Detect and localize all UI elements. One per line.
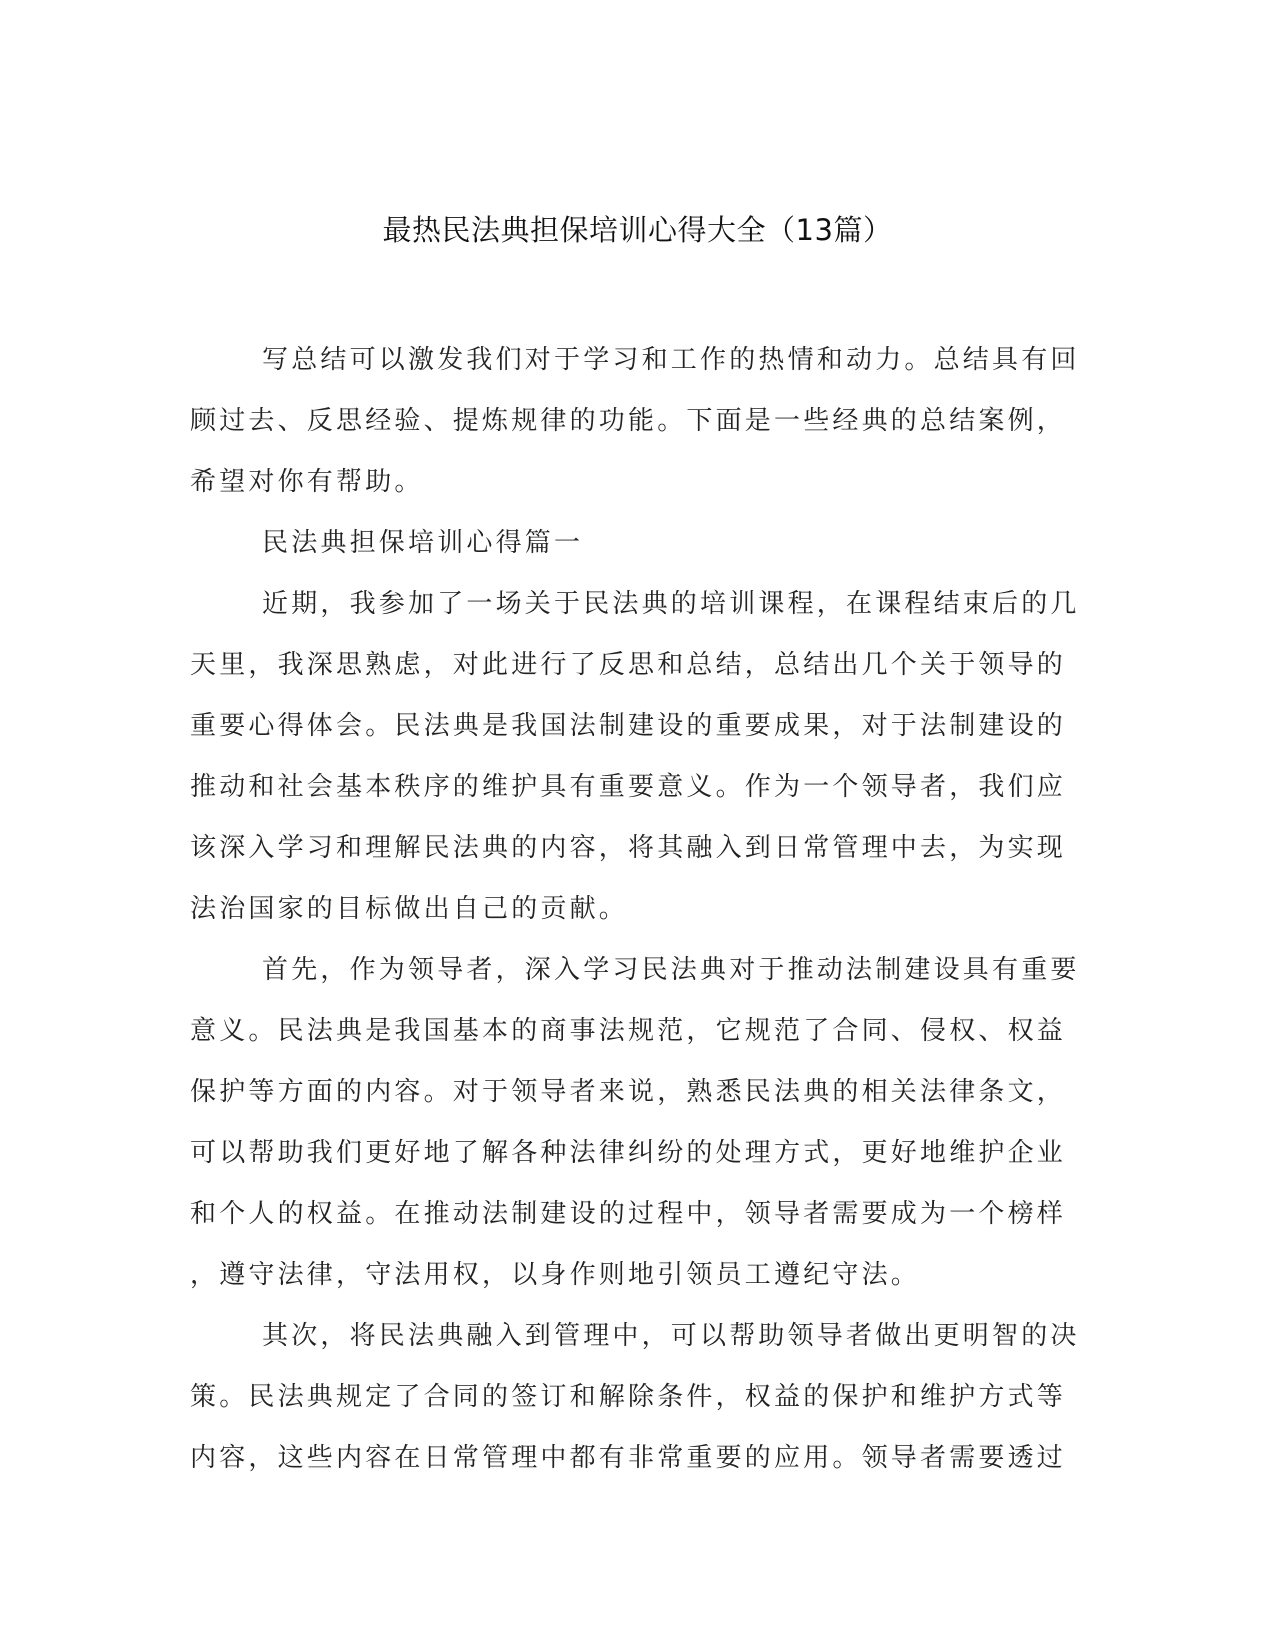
- document-title: 最热民法典担保培训心得大全（13篇）: [382, 213, 893, 247]
- paragraph-line: 该深入学习和理解民法典的内容，将其融入到日常管理中去，为实现: [190, 833, 1067, 863]
- paragraph-line: 近期，我参加了一场关于民法典的培训课程，在课程结束后的几: [262, 589, 1080, 619]
- paragraph-line: 重要心得体会。民法典是我国法制建设的重要成果，对于法制建设的: [190, 711, 1067, 741]
- intro-line: 写总结可以激发我们对于学习和工作的热情和动力。总结具有回: [262, 345, 1080, 375]
- paragraph-line: 和个人的权益。在推动法制建设的过程中，领导者需要成为一个榜样: [190, 1199, 1067, 1229]
- paragraph-line: 可以帮助我们更好地了解各种法律纠纷的处理方式，更好地维护企业: [190, 1138, 1067, 1168]
- paragraph-line: 首先，作为领导者，深入学习民法典对于推动法制建设具有重要: [262, 955, 1080, 985]
- section-heading: 民法典担保培训心得篇一: [262, 528, 584, 558]
- paragraph-line: 意义。民法典是我国基本的商事法规范，它规范了合同、侵权、权益: [190, 1016, 1067, 1046]
- paragraph-line: 内容，这些内容在日常管理中都有非常重要的应用。领导者需要透过: [190, 1443, 1067, 1473]
- document-body: [190, 330, 1080, 1489]
- paragraph-line: 其次，将民法典融入到管理中，可以帮助领导者做出更明智的决: [262, 1321, 1080, 1351]
- intro-line: 顾过去、反思经验、提炼规律的功能。下面是一些经典的总结案例，: [190, 406, 1067, 436]
- paragraph-line: 天里，我深思熟虑，对此进行了反思和总结，总结出几个关于领导的: [190, 650, 1067, 680]
- paragraph-line: 策。民法典规定了合同的签订和解除条件，权益的保护和维护方式等: [190, 1382, 1067, 1412]
- intro-line: 希望对你有帮助。: [190, 467, 424, 497]
- paragraph-line: 推动和社会基本秩序的维护具有重要意义。作为一个领导者，我们应: [190, 772, 1067, 802]
- paragraph-line: 法治国家的目标做出自己的贡献。: [190, 894, 629, 924]
- paragraph-line: ，遵守法律，守法用权，以身作则地引领员工遵纪守法。: [190, 1260, 921, 1290]
- paragraph-line: 保护等方面的内容。对于领导者来说，熟悉民法典的相关法律条文，: [190, 1077, 1067, 1107]
